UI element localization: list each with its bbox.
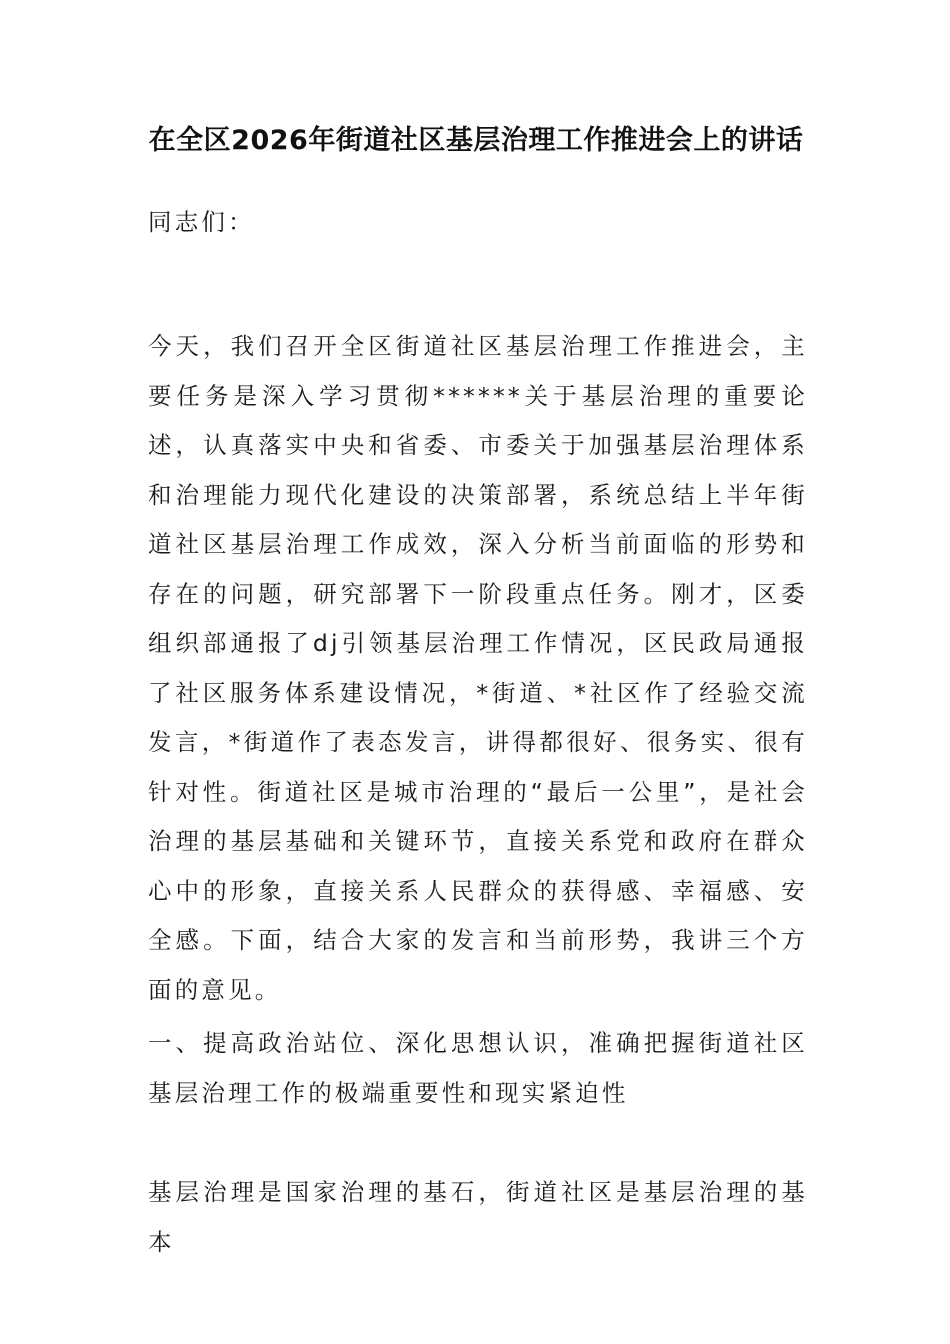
paragraph-intro: 今天，我们召开全区街道社区基层治理工作推进会，主要任务是深入学习贯彻******关于基层治理的重要论述，认真落实中央和省委、市委关于加强基层治理体系和治理能力现代化建设的决策部署，系统总结上半年街道社区基层治理工作成效，深入分析当前面临的形势和存在的问题，研究部署下一阶段重点任务。刚才，区委组织部通报了dj引领基层治理工作情况，区民政局通报了社区服务体系建设情况，*街道、*社区作了经验交流发言，*街道作了表态发言，讲得都很好、很务实、很有针对性。街道社区是城市治理的“最后一公里”，是社会治理的基层基础和关键环节，直接关系党和政府在群众心中的形象，直接关系人民群众的获得感、幸福感、安全感。下面，结合大家的发言和当前形势，我讲三个方面的意见。 xyxy=(148,332,808,1004)
salutation: 同志们： xyxy=(148,208,255,236)
section-heading-one: 一、提高政治站位、深化思想认识，准确把握街道社区基层治理工作的极端重要性和现实紧迫性 xyxy=(148,1029,808,1107)
paragraph-two: 基层治理是国家治理的基石，街道社区是基层治理的基本 xyxy=(148,1178,808,1256)
document-title: 在全区2026年街道社区基层治理工作推进会上的讲话 xyxy=(148,125,804,156)
